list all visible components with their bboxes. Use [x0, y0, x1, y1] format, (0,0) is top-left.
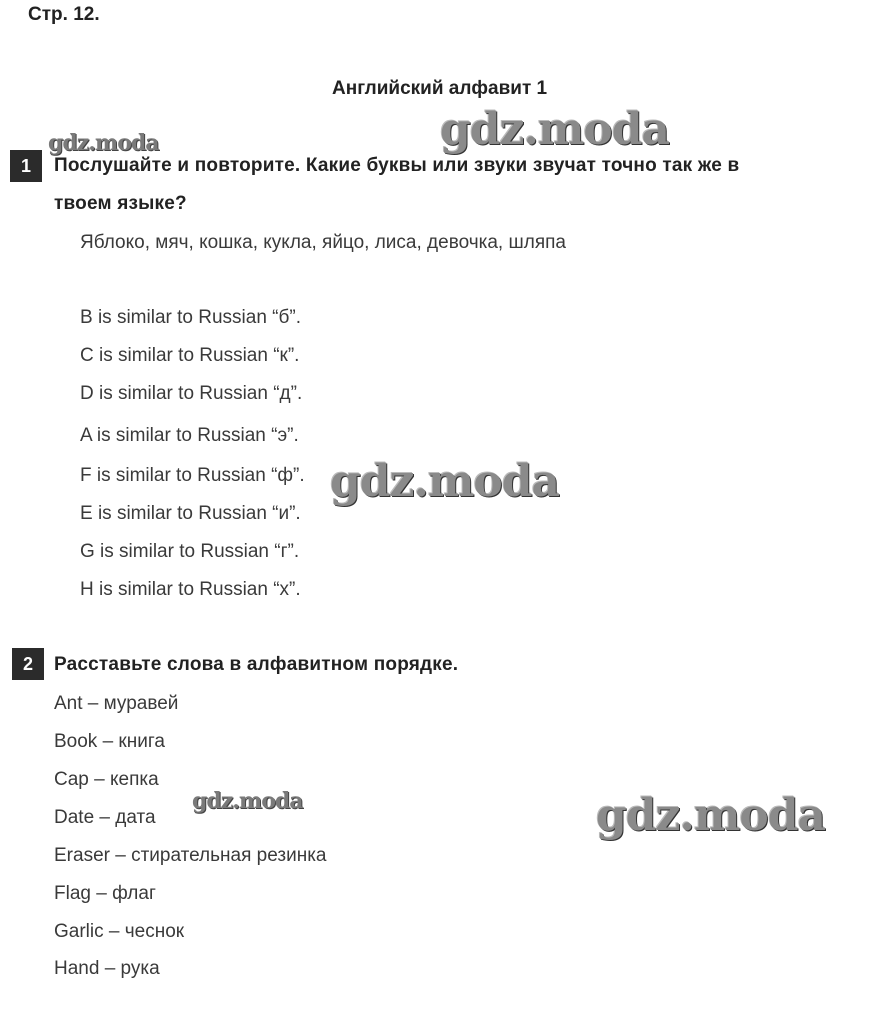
task-2-word-item: Cap – кепка: [54, 769, 159, 790]
task-1-answer-line: B is similar to Russian “б”.: [80, 307, 301, 328]
watermark-top-left: gdz.moda: [48, 130, 159, 156]
task-2-number-badge: 2: [12, 648, 44, 680]
task-1-answer-line: A is similar to Russian “э”.: [80, 425, 299, 446]
task-2-word-item: Eraser – стирательная резинка: [54, 845, 327, 866]
task-2-word-item: Hand – рука: [54, 958, 160, 979]
task-2-word-item: Garlic – чеснок: [54, 921, 185, 942]
task-2-word-item: Flag – флаг: [54, 883, 156, 904]
watermark-bottom-right: gdz.moda: [596, 790, 826, 841]
page-number: Стр. 12.: [28, 4, 100, 25]
task-1-answer-line: G is similar to Russian “г”.: [80, 541, 300, 562]
task-2-word-item: Ant – муравей: [54, 693, 179, 714]
page-title: Английский алфавит 1: [332, 78, 548, 99]
watermark-top-center: gdz.moda: [440, 104, 670, 155]
task-1-answer-line: H is similar to Russian “х”.: [80, 579, 301, 600]
task-2-word-item: Book – книга: [54, 731, 165, 752]
task-1-answer-line: F is similar to Russian “ф”.: [80, 465, 305, 486]
task-1-number-badge: 1: [10, 150, 42, 182]
task-1-word-list: Яблоко, мяч, кошка, кукла, яйцо, лиса, девочка, шляпа: [80, 232, 566, 253]
task-1-answer-line: C is similar to Russian “к”.: [80, 345, 300, 366]
task-1-answer-line: E is similar to Russian “и”.: [80, 503, 301, 524]
watermark-middle: gdz.moda: [330, 456, 560, 507]
task-1-answer-line: D is similar to Russian “д”.: [80, 383, 303, 404]
watermark-bottom-small: gdz.moda: [192, 788, 303, 814]
task-2-word-item: Date – дата: [54, 807, 156, 828]
task-1-instruction-line-1: Послушайте и повторите. Какие буквы или звуки звучат точно так же в: [54, 155, 740, 176]
task-1-instruction-line-2: твоем языке?: [54, 193, 187, 214]
task-2-instruction: Расставьте слова в алфавитном порядке.: [54, 654, 459, 675]
